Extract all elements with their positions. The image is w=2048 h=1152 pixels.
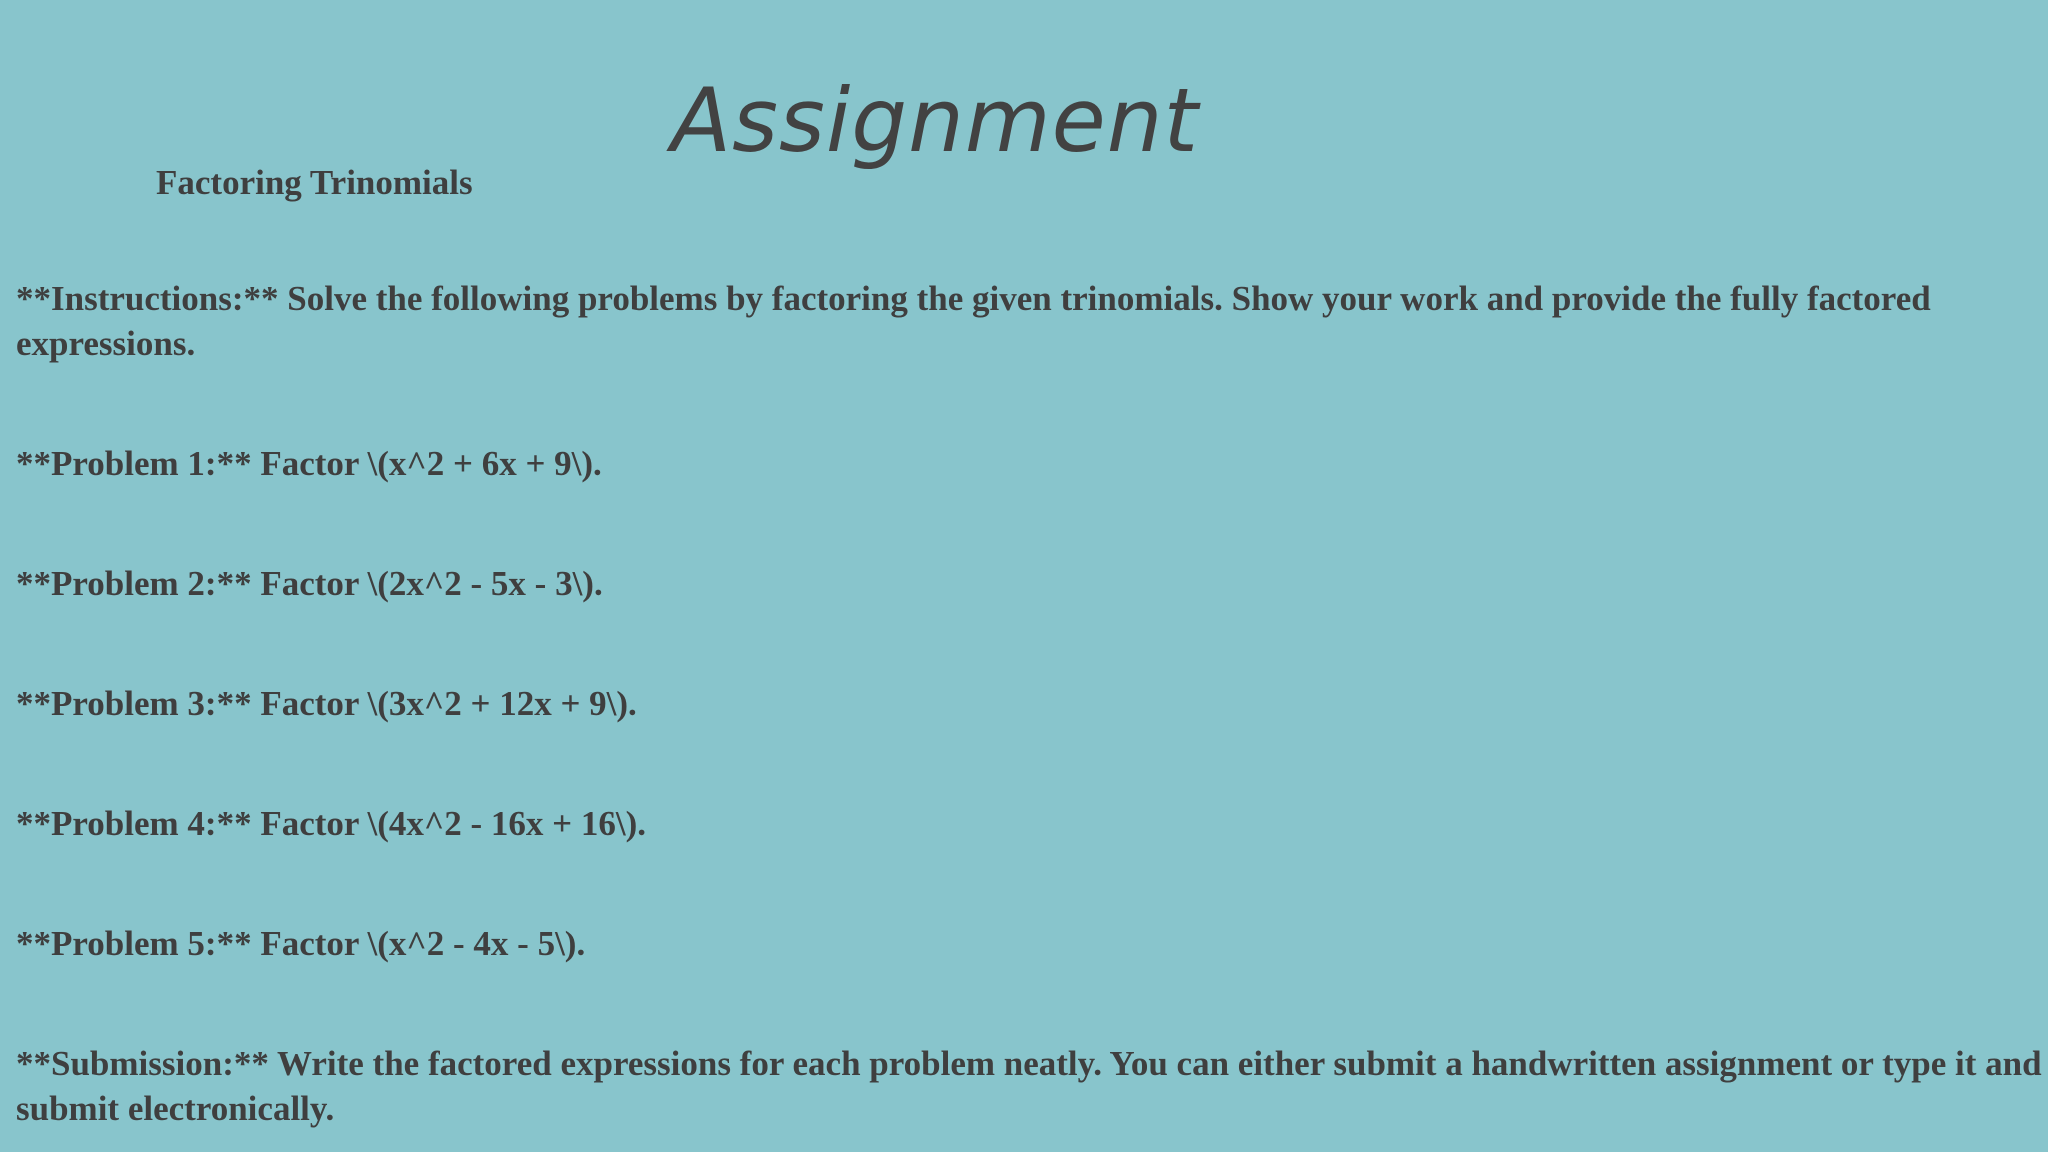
problem-3: **Problem 3:** Factor \(3x^2 + 12x + 9\).	[16, 684, 637, 723]
problem-1: **Problem 1:** Factor \(x^2 + 6x + 9\).	[16, 444, 602, 483]
problem-2: **Problem 2:** Factor \(2x^2 - 5x - 3\).	[16, 564, 603, 603]
instructions-text: **Instructions:** Solve the following problems by factoring the given trinomials. Show your work and provide the fully factored expressions.	[16, 279, 1931, 363]
slide-subtitle: Factoring Trinomials	[156, 163, 473, 202]
assignment-content	[16, 276, 2042, 1131]
slide-title: Assignment	[670, 68, 1200, 172]
problem-4: **Problem 4:** Factor \(4x^2 - 16x + 16\).	[16, 804, 646, 843]
submission-text: **Submission:** Write the factored expressions for each problem neatly. You can either submit a handwritten assignment or type it and submit electronically.	[16, 1044, 2042, 1128]
problem-5: **Problem 5:** Factor \(x^2 - 4x - 5\).	[16, 924, 586, 963]
